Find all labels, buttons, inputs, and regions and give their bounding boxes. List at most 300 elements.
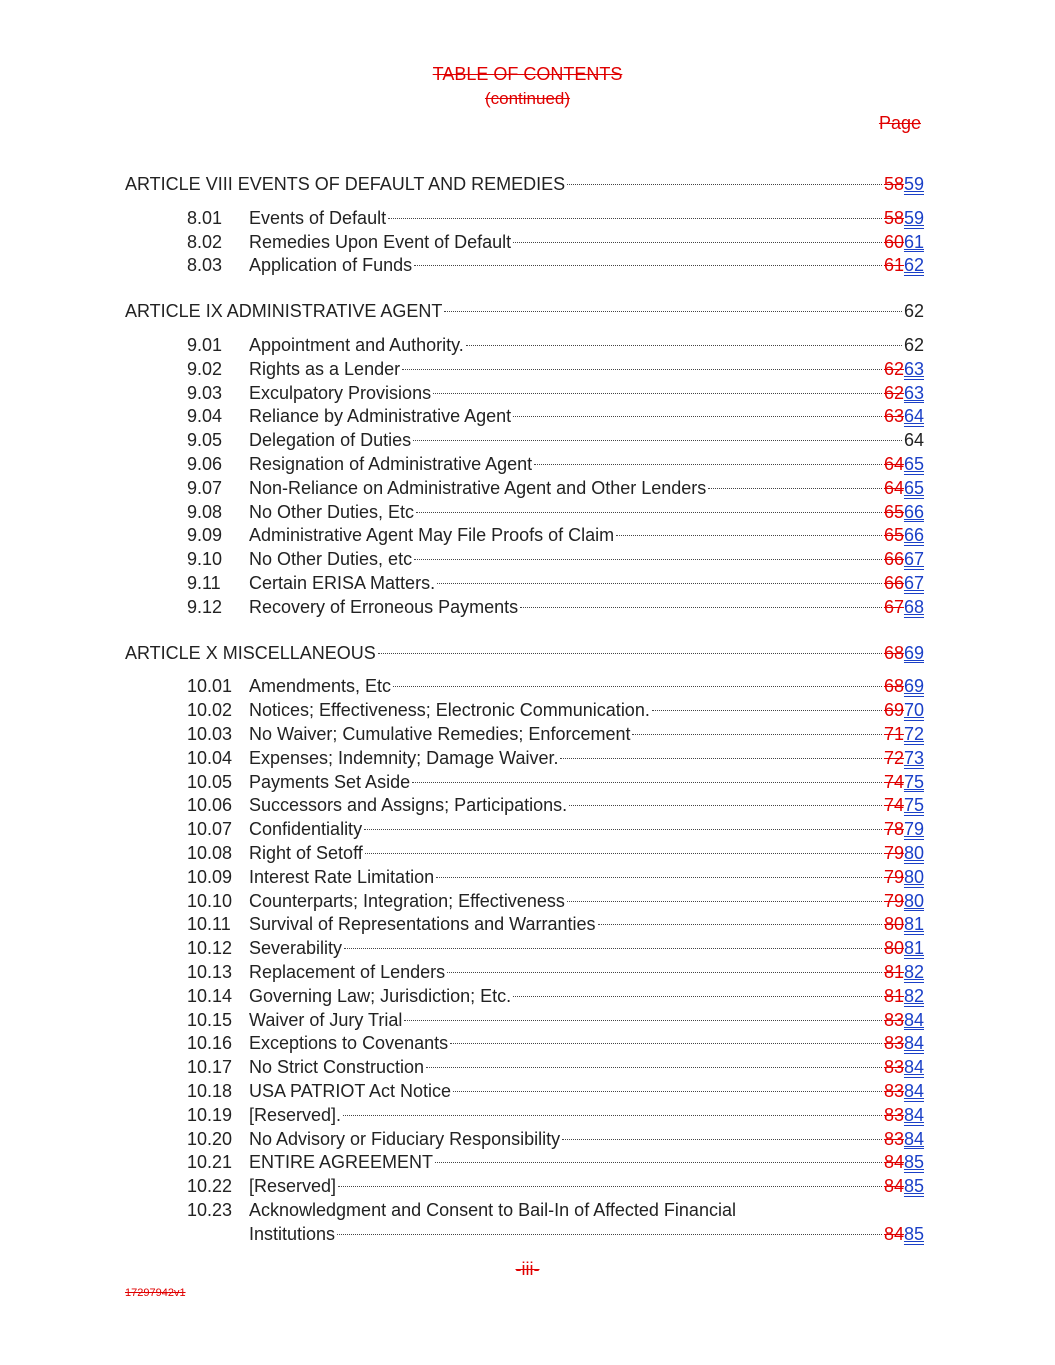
entry-title-row xyxy=(249,1103,924,1127)
toc-section-entry[interactable] xyxy=(0,722,1055,746)
entry-title-row xyxy=(249,381,924,405)
entry-title-row xyxy=(249,1127,924,1151)
page-number xyxy=(884,936,924,960)
toc-section-entry[interactable] xyxy=(0,817,1055,841)
page-number: 64 xyxy=(903,430,924,451)
entry-title-row xyxy=(249,500,924,524)
section-number: 10.04 xyxy=(187,747,233,768)
page-number xyxy=(884,404,924,428)
page-number xyxy=(884,381,924,405)
page-number xyxy=(884,1127,924,1151)
new-page-number: 66 xyxy=(903,525,924,546)
old-page-number: 81 xyxy=(883,985,904,1006)
entry-title-row xyxy=(249,523,924,547)
old-page-number: 84 xyxy=(883,1224,904,1244)
entry-title-row xyxy=(249,722,924,746)
page-number xyxy=(884,817,924,841)
section-number: 9.03 xyxy=(187,382,223,403)
section-title: Confidentiality xyxy=(249,819,363,840)
old-page-number: 68 xyxy=(883,676,904,697)
entry-title-row xyxy=(249,476,924,500)
page-number xyxy=(884,452,924,476)
dot-leader xyxy=(414,265,882,266)
entry-title-row xyxy=(249,1150,924,1174)
section-title: Delegation of Duties xyxy=(249,430,412,451)
section-title: Interest Rate Limitation xyxy=(249,866,435,887)
dot-leader xyxy=(466,345,902,346)
new-page-number: 66 xyxy=(903,501,924,522)
entry-title-row xyxy=(249,817,924,841)
entry-title-row xyxy=(125,172,924,196)
entry-title-row xyxy=(249,404,924,428)
section-title: Exceptions to Covenants xyxy=(249,1033,449,1054)
toc-section-entry[interactable] xyxy=(0,865,1055,889)
section-number: 10.12 xyxy=(187,938,233,959)
dot-leader xyxy=(337,1234,882,1235)
page-number xyxy=(884,865,924,889)
entry-title-row xyxy=(249,698,924,722)
toc-subtitle: (continued) xyxy=(484,89,571,108)
old-page-number: 65 xyxy=(883,525,904,546)
section-number: 10.02 xyxy=(187,700,233,721)
toc-section-entry[interactable] xyxy=(0,1198,1055,1246)
entry-title-row xyxy=(249,770,924,794)
section-number: 9.08 xyxy=(187,501,223,522)
section-title: [Reserved]. xyxy=(249,1104,342,1125)
new-page-number: 82 xyxy=(903,962,924,982)
page-number xyxy=(884,253,924,277)
dot-leader xyxy=(437,583,882,584)
section-title: Survival of Representations and Warranties xyxy=(249,914,596,935)
section-number: 9.10 xyxy=(187,549,223,570)
toc-section-entry[interactable] xyxy=(0,960,1055,984)
old-page-number: 83 xyxy=(883,1057,904,1078)
dot-leader xyxy=(402,369,882,370)
new-page-number: 85 xyxy=(903,1224,924,1244)
new-page-number: 67 xyxy=(903,573,924,593)
old-page-number: 74 xyxy=(883,795,904,816)
section-number: 10.07 xyxy=(187,819,233,840)
new-page-number: 61 xyxy=(903,231,924,252)
section-number: 10.23 xyxy=(187,1200,233,1220)
dot-leader xyxy=(520,607,882,608)
dot-leader xyxy=(569,805,882,806)
toc-section-entry[interactable] xyxy=(0,912,1055,936)
entry-title-row xyxy=(249,357,924,381)
new-page-number: 79 xyxy=(903,819,924,840)
section-number: 10.06 xyxy=(187,795,233,816)
section-title: Certain ERISA Matters. xyxy=(249,573,436,593)
entry-title-row xyxy=(249,571,924,595)
old-page-number: 64 xyxy=(883,454,904,474)
new-page-number: 75 xyxy=(903,795,924,816)
new-page-number: 82 xyxy=(903,985,924,1006)
section-title: ENTIRE AGREEMENT xyxy=(249,1152,434,1173)
section-number: 8.01 xyxy=(187,207,223,228)
old-page-number: 79 xyxy=(883,843,904,863)
toc-article-entry[interactable] xyxy=(0,641,1055,665)
entry-title-row xyxy=(249,230,924,254)
section-title: Remedies Upon Event of Default xyxy=(249,231,512,252)
section-number: 9.02 xyxy=(187,358,223,379)
section-title: Application of Funds xyxy=(249,255,413,276)
entry-title-row xyxy=(249,793,924,817)
page-number xyxy=(884,889,924,913)
section-title: Counterparts; Integration; Effectiveness xyxy=(249,890,565,911)
toc-section-entry[interactable] xyxy=(0,1079,1055,1103)
page-number xyxy=(884,172,924,196)
footer-page-number: -iii- xyxy=(515,1259,540,1279)
entry-title-row xyxy=(249,984,924,1008)
dot-leader xyxy=(433,393,882,394)
entry-title-row xyxy=(249,865,924,889)
entry-title-row xyxy=(249,1008,924,1032)
page-number xyxy=(884,960,924,984)
entry-title-row xyxy=(249,253,924,277)
old-page-number: 79 xyxy=(883,890,904,911)
section-number: 10.21 xyxy=(187,1152,233,1173)
old-page-number: 68 xyxy=(883,642,904,663)
toc-section-entry[interactable] xyxy=(0,253,1055,277)
dot-leader xyxy=(435,1162,882,1163)
dot-leader xyxy=(534,464,882,465)
old-page-number: 83 xyxy=(883,1009,904,1030)
toc-section-entry[interactable] xyxy=(0,333,1055,357)
dot-leader xyxy=(560,758,881,759)
dot-leader xyxy=(343,1115,882,1116)
page-number xyxy=(884,1174,924,1198)
toc-section-entry[interactable] xyxy=(0,476,1055,500)
toc-section-entry[interactable] xyxy=(0,1103,1055,1127)
document-id: 17297942v1 xyxy=(125,1287,186,1299)
old-page-number: 71 xyxy=(883,724,904,744)
old-page-number: 83 xyxy=(883,1033,904,1054)
entry-title-row xyxy=(125,299,924,323)
dot-leader xyxy=(416,512,882,513)
article-title: ARTICLE X MISCELLANEOUS xyxy=(125,642,376,663)
section-number: 10.16 xyxy=(187,1033,233,1054)
toc-section-entry[interactable] xyxy=(0,357,1055,381)
entry-title-row xyxy=(249,889,924,913)
section-number: 9.12 xyxy=(187,596,223,617)
page-number xyxy=(884,500,924,524)
section-number: 10.13 xyxy=(187,962,233,982)
toc-section-entry[interactable] xyxy=(0,770,1055,794)
section-number: 10.10 xyxy=(187,890,233,911)
dot-leader xyxy=(413,440,902,441)
section-number: 10.18 xyxy=(187,1081,233,1101)
section-number: 10.01 xyxy=(187,676,233,697)
toc-article-entry[interactable] xyxy=(0,172,1055,196)
toc-section-entry[interactable] xyxy=(0,889,1055,913)
new-page-number: 59 xyxy=(903,174,924,194)
new-page-number: 80 xyxy=(903,843,924,863)
toc-section-entry[interactable] xyxy=(0,1055,1055,1079)
new-page-number: 73 xyxy=(903,747,924,768)
old-page-number: 64 xyxy=(883,477,904,498)
new-page-number: 80 xyxy=(903,890,924,911)
section-number: 10.03 xyxy=(187,724,233,744)
page-number xyxy=(884,476,924,500)
section-number: 10.19 xyxy=(187,1104,233,1125)
toc-section-entry[interactable] xyxy=(0,547,1055,571)
entry-title-row xyxy=(249,452,924,476)
page-number xyxy=(884,571,924,595)
toc-section-entry[interactable] xyxy=(0,1031,1055,1055)
section-number: 8.02 xyxy=(187,231,223,252)
old-page-number: 66 xyxy=(883,549,904,570)
section-number: 10.05 xyxy=(187,771,233,792)
page-number xyxy=(884,984,924,1008)
section-title: Events of Default xyxy=(249,207,387,228)
page-number xyxy=(884,1103,924,1127)
dot-leader xyxy=(393,686,882,687)
page-number xyxy=(884,912,924,936)
entry-title-row xyxy=(249,1174,924,1198)
old-page-number: 83 xyxy=(883,1104,904,1125)
page-number xyxy=(884,722,924,746)
entry-title-row xyxy=(249,547,924,571)
page-number xyxy=(884,770,924,794)
section-number: 10.14 xyxy=(187,985,233,1006)
dot-leader xyxy=(513,416,882,417)
toc-section-entry[interactable] xyxy=(0,674,1055,698)
section-title: Right of Setoff xyxy=(249,843,363,863)
old-page-number: 79 xyxy=(883,866,904,887)
section-title: USA PATRIOT Act Notice xyxy=(249,1081,452,1101)
new-page-number: 65 xyxy=(903,454,924,474)
section-number: 9.11 xyxy=(187,573,221,593)
toc-section-entry[interactable] xyxy=(0,404,1055,428)
section-title: Institutions xyxy=(249,1224,336,1244)
toc-article-entry[interactable] xyxy=(0,299,1055,323)
section-number: 9.09 xyxy=(187,525,223,546)
page-number xyxy=(884,230,924,254)
section-number: 10.20 xyxy=(187,1128,233,1149)
dot-leader xyxy=(414,559,882,560)
entry-title-row xyxy=(249,912,924,936)
page-number xyxy=(884,674,924,698)
section-number: 10.11 xyxy=(187,914,231,935)
page-column-label: Page xyxy=(878,113,921,133)
section-title: Expenses; Indemnity; Damage Waiver. xyxy=(249,747,559,768)
section-title: No Advisory or Fiduciary Responsibility xyxy=(249,1128,561,1149)
new-page-number: 72 xyxy=(903,724,924,744)
toc-section-entry[interactable] xyxy=(0,984,1055,1008)
entry-title-row xyxy=(249,746,924,770)
old-page-number: 65 xyxy=(883,501,904,522)
new-page-number: 85 xyxy=(903,1176,924,1197)
new-page-number: 70 xyxy=(903,700,924,721)
section-number: 10.15 xyxy=(187,1009,233,1030)
toc-section-entry[interactable] xyxy=(0,746,1055,770)
entry-title-row xyxy=(249,595,924,619)
section-title: Payments Set Aside xyxy=(249,771,411,792)
section-number: 9.05 xyxy=(187,430,223,451)
section-title: Recovery of Erroneous Payments xyxy=(249,596,519,617)
section-title: Severability xyxy=(249,938,343,959)
new-page-number: 84 xyxy=(903,1081,924,1101)
section-title: Rights as a Lender xyxy=(249,358,401,379)
new-page-number: 81 xyxy=(903,914,924,935)
dot-leader xyxy=(616,535,882,536)
old-page-number: 74 xyxy=(883,771,904,792)
toc-section-entry[interactable] xyxy=(0,793,1055,817)
section-number: 10.22 xyxy=(187,1176,233,1197)
old-page-number: 67 xyxy=(883,596,904,617)
section-title-line1: Acknowledgment and Consent to Bail-In of Affected Financial xyxy=(249,1200,736,1220)
dot-leader xyxy=(513,996,882,997)
section-number: 8.03 xyxy=(187,255,223,276)
section-title: Notices; Effectiveness; Electronic Communication. xyxy=(249,700,650,721)
section-number: 9.06 xyxy=(187,454,223,474)
new-page-number: 64 xyxy=(903,406,924,427)
toc-section-entry[interactable] xyxy=(0,571,1055,595)
dot-leader xyxy=(388,218,882,219)
section-title: Exculpatory Provisions xyxy=(249,382,432,403)
section-number: 9.01 xyxy=(187,335,223,355)
page-number xyxy=(884,1031,924,1055)
section-title: Resignation of Administrative Agent xyxy=(249,454,533,474)
entry-title-row xyxy=(249,1055,924,1079)
dot-leader xyxy=(378,653,882,654)
toc-section-entry[interactable] xyxy=(0,428,1055,452)
entry-title-row xyxy=(249,206,924,230)
section-title: Replacement of Lenders xyxy=(249,962,446,982)
toc-section-entry[interactable] xyxy=(0,452,1055,476)
page-number xyxy=(884,793,924,817)
new-page-number: 69 xyxy=(903,676,924,697)
toc-section-entry[interactable] xyxy=(0,1174,1055,1198)
dot-leader xyxy=(453,1091,882,1092)
page-number xyxy=(884,841,924,865)
dot-leader xyxy=(708,488,882,489)
new-page-number: 69 xyxy=(903,642,924,663)
dot-leader xyxy=(562,1139,882,1140)
old-page-number: 62 xyxy=(883,358,904,379)
dot-leader xyxy=(450,1043,882,1044)
section-number: 9.07 xyxy=(187,477,223,498)
page-number xyxy=(884,523,924,547)
article-title: ARTICLE VIII EVENTS OF DEFAULT AND REMEDIES xyxy=(125,174,566,194)
page-number xyxy=(884,1008,924,1032)
new-page-number: 62 xyxy=(903,255,924,276)
entry-title-row xyxy=(249,1079,924,1103)
old-page-number: 83 xyxy=(883,1128,904,1149)
section-number: 10.09 xyxy=(187,866,233,887)
article-title: ARTICLE IX ADMINISTRATIVE AGENT xyxy=(125,301,443,322)
section-title: Successors and Assigns; Participations. xyxy=(249,795,568,816)
new-page-number: 84 xyxy=(903,1128,924,1149)
page-number xyxy=(884,1222,924,1246)
old-page-number: 58 xyxy=(883,207,904,228)
page-number xyxy=(884,357,924,381)
old-page-number: 61 xyxy=(883,255,904,276)
dot-leader xyxy=(652,710,882,711)
new-page-number: 63 xyxy=(903,358,924,379)
toc-section-entry[interactable] xyxy=(0,381,1055,405)
entry-title-row xyxy=(249,333,924,357)
dot-leader xyxy=(344,948,882,949)
dot-leader xyxy=(567,184,882,185)
section-title: No Waiver; Cumulative Remedies; Enforcement xyxy=(249,724,631,744)
new-page-number: 68 xyxy=(903,596,924,617)
page-number xyxy=(884,595,924,619)
section-title: Governing Law; Jurisdiction; Etc. xyxy=(249,985,512,1006)
page-number xyxy=(884,206,924,230)
dot-leader xyxy=(412,782,882,783)
toc-section-entry[interactable] xyxy=(0,841,1055,865)
dot-leader xyxy=(338,1186,882,1187)
page-number xyxy=(884,641,924,665)
toc-section-entry[interactable] xyxy=(0,595,1055,619)
old-page-number: 83 xyxy=(883,1081,904,1101)
old-page-number: 81 xyxy=(883,962,904,982)
old-page-number: 69 xyxy=(883,700,904,721)
new-page-number: 80 xyxy=(903,866,924,887)
section-title: Non-Reliance on Administrative Agent and Other Lenders xyxy=(249,477,707,498)
page-number xyxy=(884,1150,924,1174)
dot-leader xyxy=(426,1067,882,1068)
page-number xyxy=(884,1055,924,1079)
section-title: Reliance by Administrative Agent xyxy=(249,406,512,427)
new-page-number: 84 xyxy=(903,1104,924,1125)
toc-title: TABLE OF CONTENTS xyxy=(432,64,623,84)
new-page-number: 84 xyxy=(903,1057,924,1078)
page-number xyxy=(884,547,924,571)
old-page-number: 62 xyxy=(883,382,904,403)
toc-section-entry[interactable] xyxy=(0,936,1055,960)
entry-title-row xyxy=(125,641,924,665)
old-page-number: 66 xyxy=(883,573,904,593)
new-page-number: 63 xyxy=(903,382,924,403)
new-page-number: 65 xyxy=(903,477,924,498)
dot-leader xyxy=(598,924,882,925)
toc-section-entry[interactable] xyxy=(0,698,1055,722)
old-page-number: 63 xyxy=(883,406,904,427)
dot-leader xyxy=(364,829,882,830)
dot-leader xyxy=(365,853,882,854)
old-page-number: 58 xyxy=(883,174,904,194)
new-page-number: 84 xyxy=(903,1033,924,1054)
entry-title-row xyxy=(249,1031,924,1055)
toc-section-entry[interactable] xyxy=(0,1150,1055,1174)
toc-section-entry[interactable] xyxy=(0,230,1055,254)
section-title: [Reserved] xyxy=(249,1176,337,1197)
toc-section-entry[interactable] xyxy=(0,1008,1055,1032)
dot-leader xyxy=(567,901,882,902)
dot-leader xyxy=(444,311,902,312)
toc-section-entry[interactable] xyxy=(0,1127,1055,1151)
section-number: 10.17 xyxy=(187,1057,233,1078)
toc-section-entry[interactable] xyxy=(0,206,1055,230)
new-page-number: 84 xyxy=(903,1009,924,1030)
section-title: Appointment and Authority. xyxy=(249,335,464,355)
new-page-number: 67 xyxy=(903,549,924,570)
page-number xyxy=(884,1079,924,1103)
section-title: Waiver of Jury Trial xyxy=(249,1009,403,1030)
section-title: No Strict Construction xyxy=(249,1057,425,1078)
dot-leader xyxy=(447,972,882,973)
dot-leader xyxy=(513,242,882,243)
page-number xyxy=(884,746,924,770)
section-title: No Other Duties, Etc xyxy=(249,501,415,522)
toc-section-entry[interactable] xyxy=(0,523,1055,547)
entry-title-row xyxy=(249,428,924,452)
dot-leader xyxy=(436,877,882,878)
section-title: Administrative Agent May File Proofs of Claim xyxy=(249,525,615,546)
toc-section-entry[interactable] xyxy=(0,500,1055,524)
